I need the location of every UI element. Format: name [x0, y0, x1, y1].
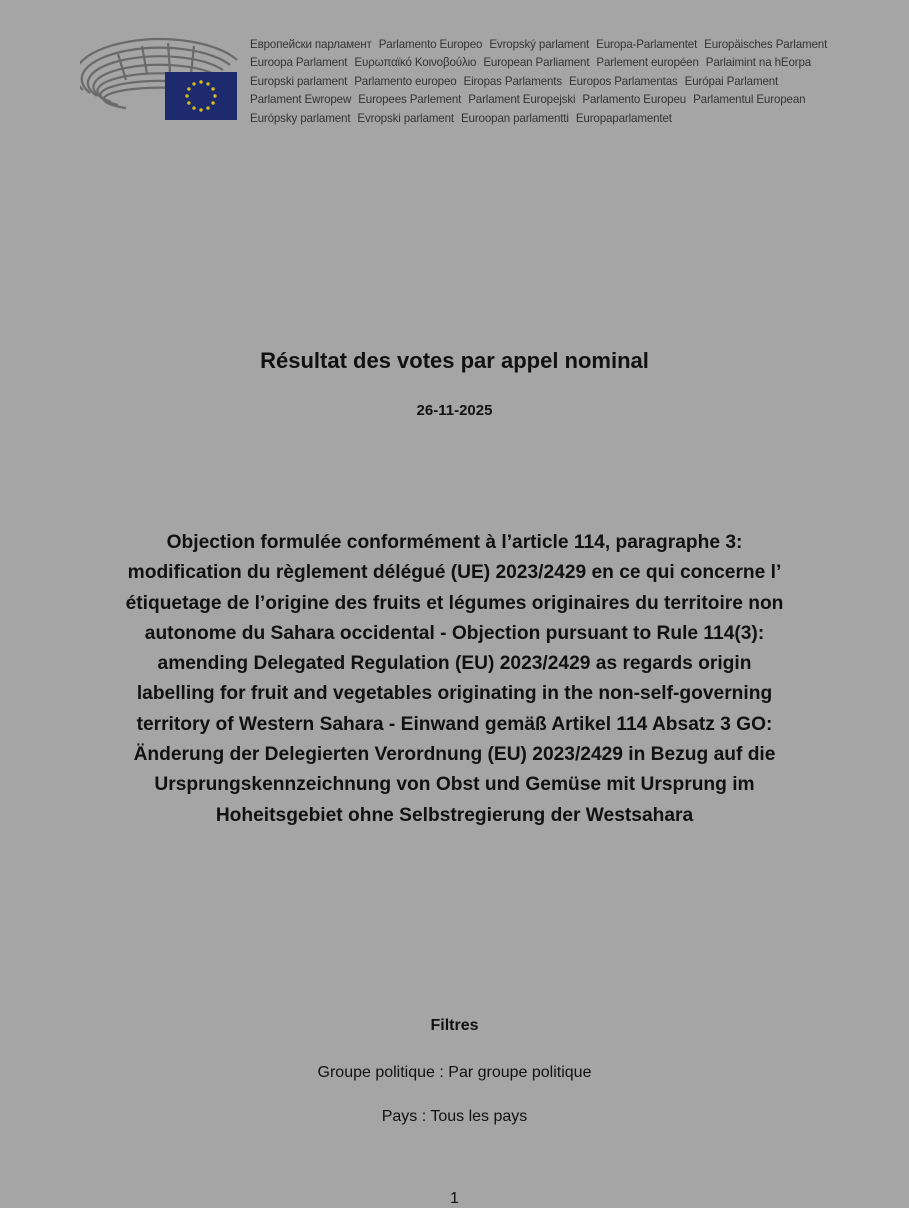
- parliament-name: Europaparlamentet: [575, 111, 672, 125]
- parliament-name: Europski parlament: [250, 74, 348, 88]
- parliament-name: Euroopan parlamentti: [460, 111, 569, 125]
- parliament-names: [250, 36, 890, 128]
- parliament-name: Parlamento Europeu: [582, 93, 687, 107]
- subject-line: Ursprungskennzeichnung von Obst und Gemüse mit Ursprung im: [154, 774, 755, 796]
- filter-country: Pays : Tous les pays: [381, 1108, 528, 1125]
- parliament-name: Parlamento Europeo: [378, 38, 483, 51]
- parliament-name: Európsky parlament: [250, 111, 351, 125]
- eu-star: [211, 87, 214, 90]
- eu-star: [187, 101, 190, 104]
- subject-line: modification du règlement délégué (UE) 2023/2429 en ce qui concerne l’: [127, 562, 782, 584]
- parliament-name: Europees Parlement: [358, 93, 462, 107]
- subject-line: autonome du Sahara occidental - Objection pursuant to Rule 114(3):: [144, 622, 765, 644]
- vote-subject: [60, 528, 849, 831]
- parliament-name: Parlament Europejski: [468, 93, 576, 107]
- eu-star: [199, 80, 202, 83]
- page-title: Résultat des votes par appel nominal: [260, 348, 649, 373]
- parliament-name-line: [250, 110, 890, 128]
- eu-star: [199, 108, 202, 111]
- eu-star: [206, 82, 209, 85]
- parliament-name: European Parliament: [483, 56, 590, 70]
- eu-flag: [165, 72, 237, 120]
- subject-line: Objection formulée conformément à l’article 114, paragraphe 3:: [166, 532, 743, 553]
- vote-date: 26-11-2025: [416, 402, 493, 419]
- letterhead: [80, 28, 880, 128]
- eu-star: [206, 106, 209, 109]
- parliament-name: Europäisches Parlament: [704, 38, 828, 51]
- parliament-name: Parlement européen: [596, 56, 699, 70]
- parliament-name-line: [250, 36, 890, 54]
- subject-line: étiquetage de l’origine des fruits et légumes originaires du territoire non: [125, 592, 784, 614]
- parliament-name: Evropski parlament: [357, 111, 454, 125]
- eu-star: [192, 82, 195, 85]
- eu-star: [187, 87, 190, 90]
- parliament-name: Parlament Ewropew: [250, 93, 352, 107]
- parliament-name-line: [250, 54, 890, 72]
- filters-heading: Filtres: [430, 1017, 479, 1034]
- parliament-name: Europa-Parlamentet: [596, 38, 698, 51]
- page-number: 1: [450, 1190, 459, 1207]
- subject-line: Hoheitsgebiet ohne Selbstregierung der Westsahara: [215, 804, 694, 826]
- parliament-name: Европейски парламент: [250, 38, 372, 51]
- eu-star: [211, 101, 214, 104]
- eu-star: [213, 94, 216, 97]
- subject-line: amending Delegated Regulation (EU) 2023/2429 as regards origin: [157, 653, 752, 675]
- parliament-name: Evropský parlament: [489, 38, 590, 51]
- parliament-name: Parlamento europeo: [354, 74, 457, 88]
- subject-line: territory of Western Sahara - Einwand gemäß Artikel 114 Absatz 3 GO:: [136, 713, 773, 735]
- subject-line: Änderung der Delegierten Verordnung (EU) 2023/2429 in Bezug auf die: [133, 744, 776, 766]
- european-parliament-logo: [80, 30, 240, 122]
- parliament-name: Europos Parlamentas: [569, 74, 678, 88]
- parliament-name-line: [250, 73, 890, 91]
- parliament-name: Ευρωπαϊκό Κοινοβούλιο: [354, 56, 477, 70]
- parliament-name: Parlamentul European: [693, 93, 806, 107]
- eu-star: [192, 106, 195, 109]
- parliament-name: Európai Parlament: [684, 74, 779, 88]
- subject-line: labelling for fruit and vegetables originating in the non-self-governing: [136, 683, 773, 705]
- parliament-name: Eiropas Parlaments: [463, 74, 563, 88]
- parliament-name: Parlaimint na hEorpa: [705, 56, 812, 70]
- filter-political-group: Groupe politique : Par groupe politique: [317, 1064, 592, 1081]
- eu-star: [185, 94, 188, 97]
- parliament-name-line: [250, 91, 890, 109]
- parliament-name: Euroopa Parlament: [250, 56, 348, 70]
